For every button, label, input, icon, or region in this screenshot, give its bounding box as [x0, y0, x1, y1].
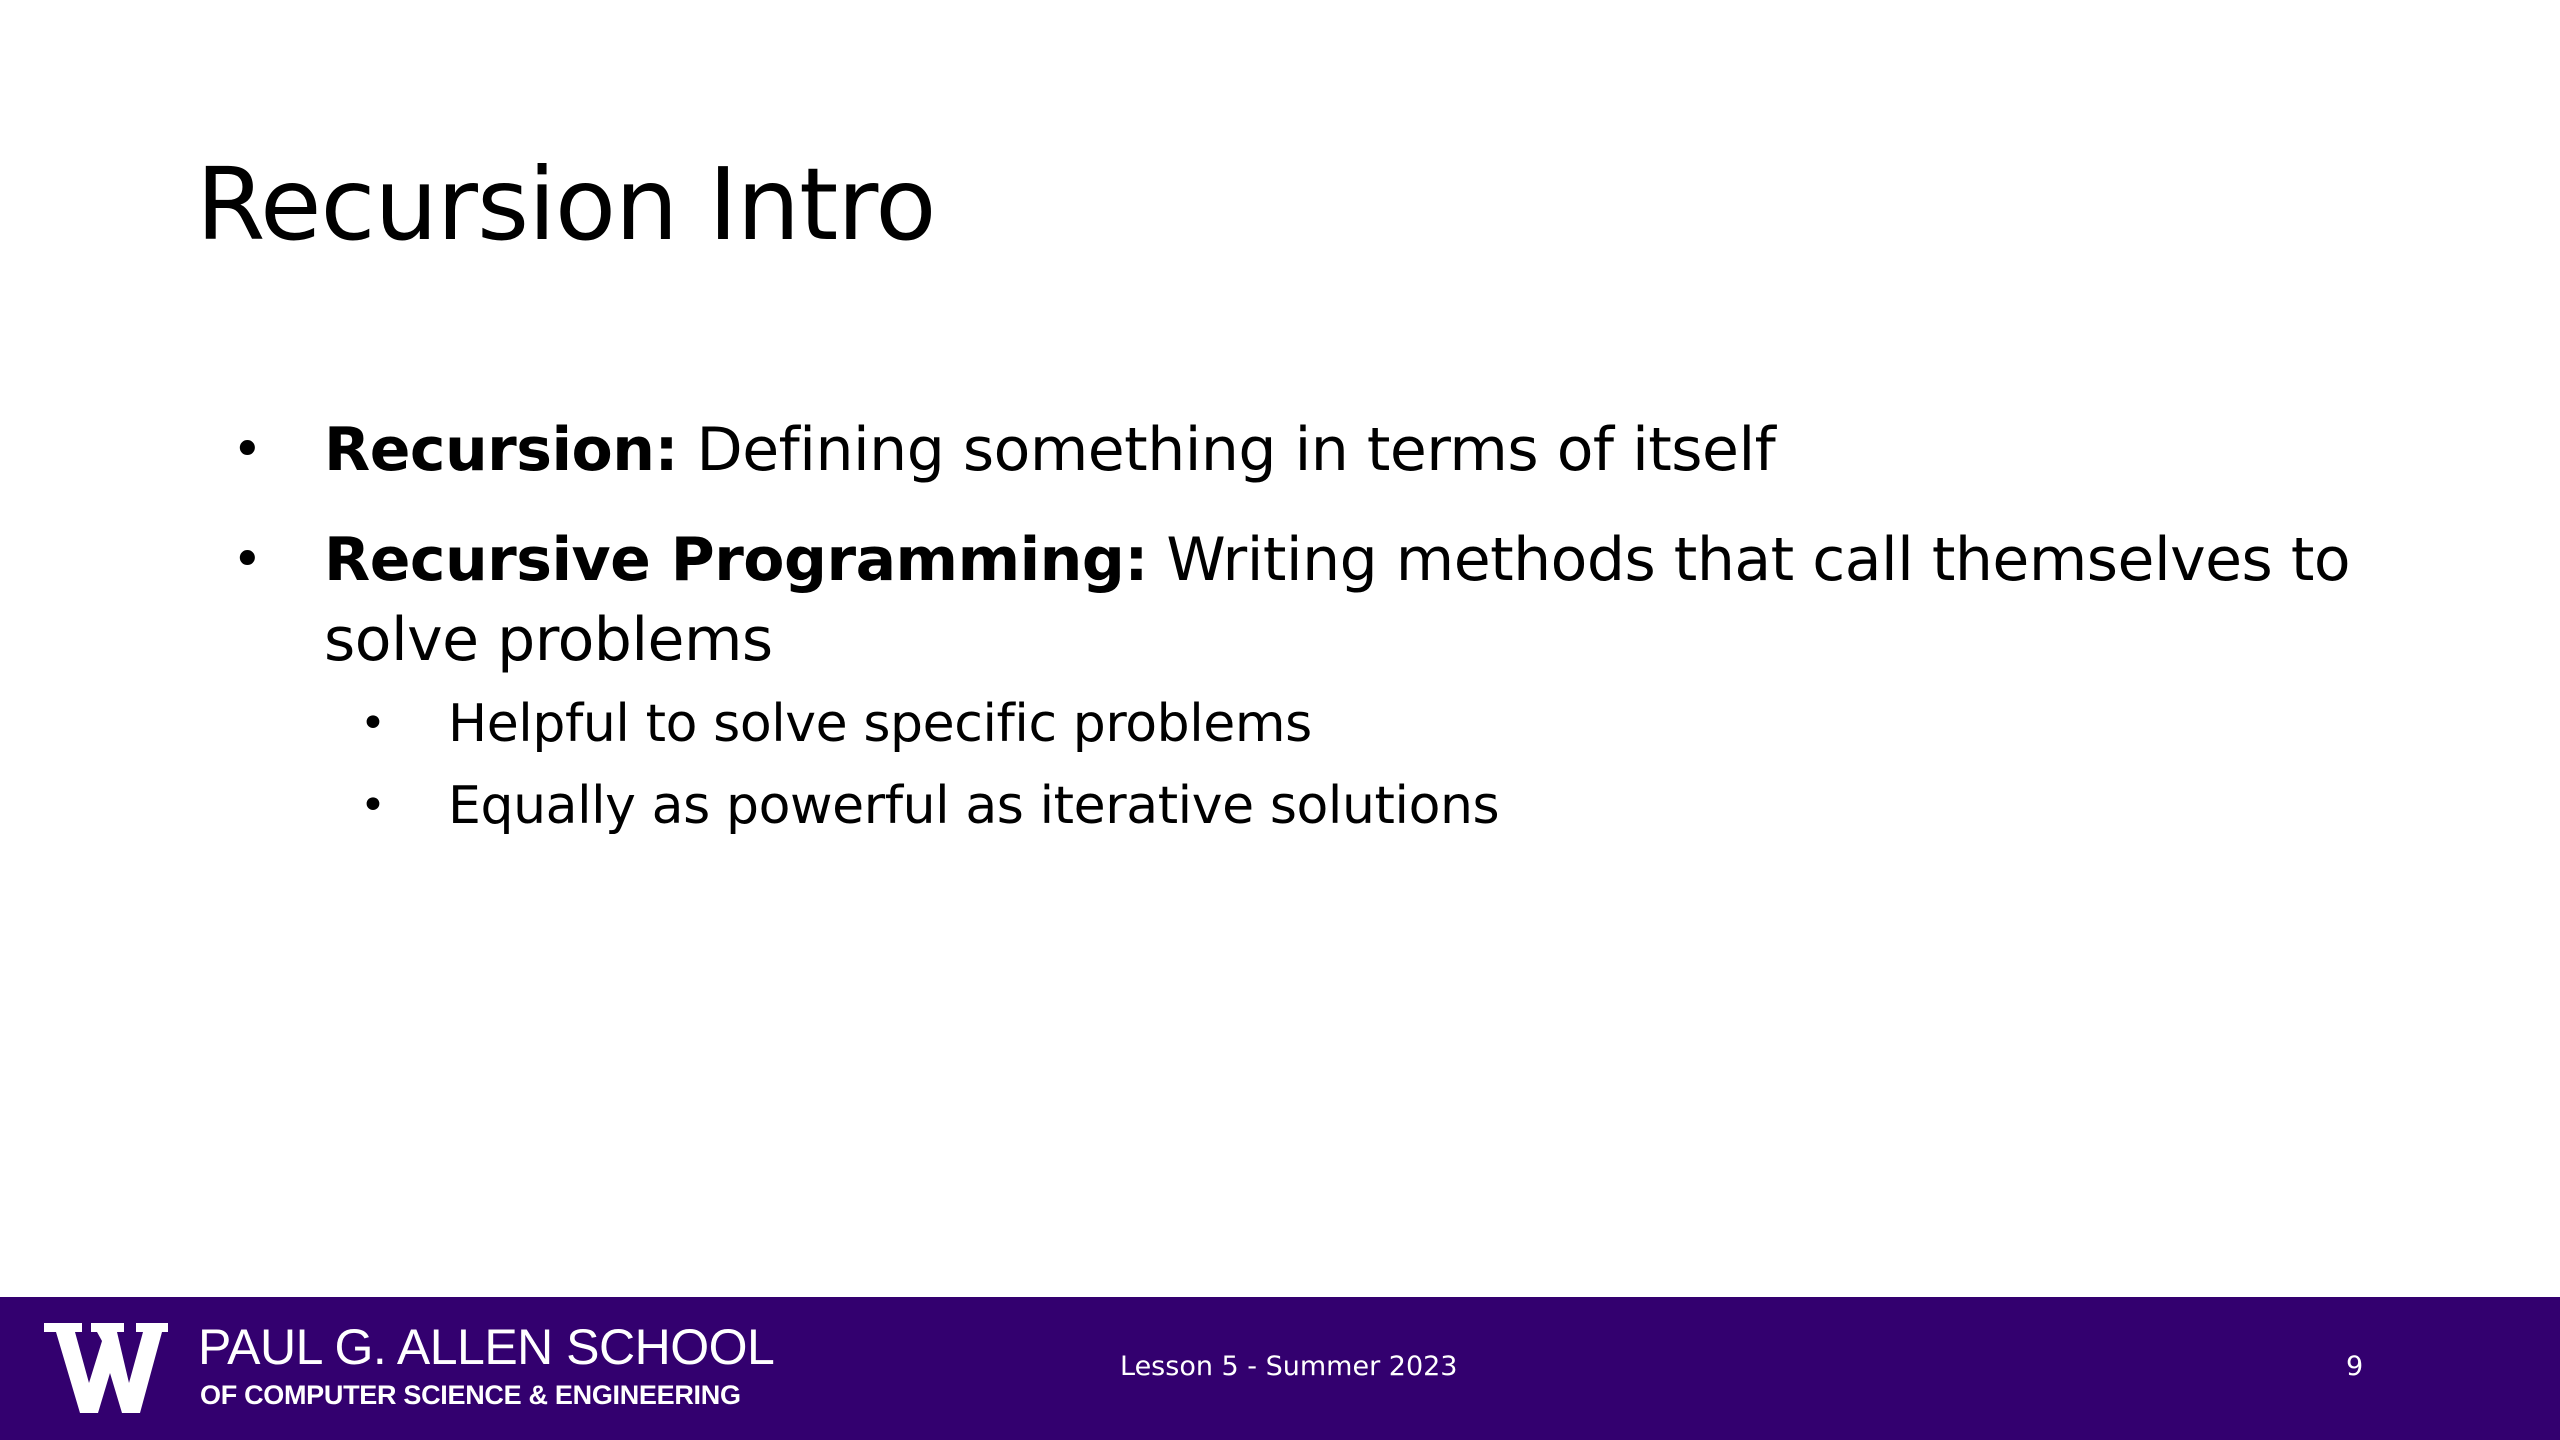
sub-bullet-dot: •: [360, 698, 386, 749]
slide-footer: [0, 1297, 2560, 1440]
slide-title: Recursion Intro: [196, 146, 936, 263]
sub-bullet-text: Equally as powerful as iterative solutions: [448, 776, 1500, 836]
page-number: 9: [2346, 1351, 2364, 1382]
bullet-dot: •: [232, 530, 263, 590]
bullet-dot: •: [232, 420, 263, 480]
bullet-item: [232, 410, 2382, 490]
school-name: PAUL G. ALLEN SCHOOL: [198, 1319, 775, 1375]
slide-content: [232, 410, 2382, 848]
sub-bullet-item: [360, 766, 2382, 846]
lesson-label: Lesson 5 - Summer 2023: [1120, 1351, 1458, 1382]
bullet-item: [232, 520, 2382, 680]
school-subtitle: OF COMPUTER SCIENCE & ENGINEERING: [200, 1380, 741, 1410]
bullet-term: Recursion:: [324, 415, 678, 485]
sub-bullet-item: [360, 684, 2382, 764]
sub-bullet-list: [232, 684, 2382, 846]
sub-bullet-text: Helpful to solve specific problems: [448, 694, 1312, 754]
sub-bullet-dot: •: [360, 780, 386, 831]
bullet-term: Recursive Programming:: [324, 525, 1148, 595]
uw-w-logo-icon: [44, 1323, 168, 1413]
bullet-text: Writing methods that call themselves to solve problems: [324, 525, 2351, 675]
bullet-text: Defining something in terms of itself: [677, 415, 1776, 485]
